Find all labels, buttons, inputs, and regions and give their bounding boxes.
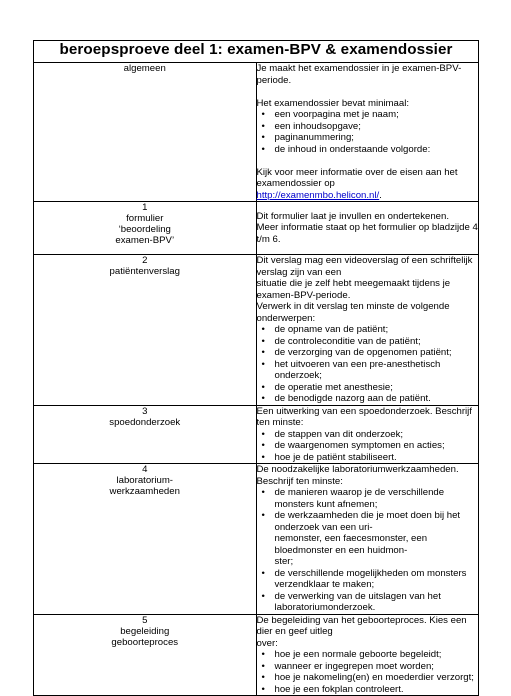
list-item: • hoe je de patiënt stabiliseert. <box>261 451 397 463</box>
list-item: • de controleconditie van de patiënt; <box>261 335 421 347</box>
content-text: De begeleiding van het geboorteproces. Kies een dier en geef uitleg <box>256 614 467 637</box>
list-item: • een voorpagina met je naam; <box>261 109 399 120</box>
row-content <box>256 405 479 464</box>
list-item: • de operatie met anesthesie; <box>261 381 393 393</box>
row-label: 5 begeleiding geboorteproces <box>34 614 257 696</box>
content-text: Dit verslag mag een videoverslag of een schriftelijk verslag zijn van een <box>256 255 473 278</box>
content-text: Kijk voor meer informatie over de eisen aan het examendossier op <box>256 166 458 189</box>
row-label: 2 patiëntenverslag <box>34 255 257 406</box>
content-text: Verwerk in dit verslag ten minste de volgende onderwerpen: <box>256 301 450 324</box>
list-item: • de waargenomen symptomen en acties; <box>261 440 445 451</box>
list-item: • de opname van de patiënt; <box>261 324 389 335</box>
exam-table <box>33 40 479 696</box>
bullet-icon: • <box>261 358 265 370</box>
bullet-icon: • <box>261 393 265 404</box>
content-link-line: http://examenmbo.helicon.nl/. <box>256 189 382 201</box>
table-row <box>34 614 479 696</box>
bullet-list <box>257 109 479 155</box>
content-text: over: <box>256 637 278 649</box>
table-row <box>34 405 479 464</box>
bullet-list <box>257 324 479 405</box>
row-label-line: algemeen <box>123 63 166 74</box>
list-item: • de verwerking van de uitslagen van het laboratoriumonderzoek. <box>261 590 441 613</box>
list-item: • paginanummering; <box>261 132 354 143</box>
table-row <box>34 202 479 255</box>
row-content <box>256 464 479 615</box>
bullet-list <box>257 649 479 695</box>
table-row <box>34 464 479 615</box>
examen-link[interactable]: http://examenmbo.helicon.nl/ <box>256 189 380 201</box>
bullet-icon: • <box>261 324 265 335</box>
row-label: 4 laboratorium- werkzaamheden <box>34 464 257 615</box>
content-text: situatie die je zelf hebt meegemaakt tijdens je examen-BPV-periode. <box>256 278 451 301</box>
list-item: • de verschillende mogelijkheden om monsters verzendklaar te maken; <box>261 567 467 590</box>
row-content <box>256 202 479 255</box>
list-item: • de werkzaamheden die je moet doen bij het onderzoek van een uri- nemonster, een faecesmonster, een bloedmonster en een huidmon- ster; <box>261 510 461 567</box>
bullet-icon: • <box>261 510 265 521</box>
list-item: • hoe je nakomeling(en) en moederdier verzorgt; <box>261 672 474 683</box>
list-item: • een inhoudsopgave; <box>261 120 361 132</box>
row-label <box>34 63 257 202</box>
bullet-icon: • <box>261 335 265 347</box>
list-item: • het uitvoeren van een pre-anesthetisch onderzoek; <box>261 358 441 381</box>
row-content <box>256 614 479 696</box>
list-item: • de manieren waarop je de verschillende monsters kunt afnemen; <box>261 487 445 510</box>
content-text: Het examendossier bevat minimaal: <box>256 97 410 109</box>
row-content <box>256 63 479 202</box>
bullet-icon: • <box>261 132 265 143</box>
row-label: 3 spoedonderzoek <box>34 405 257 464</box>
table-row <box>34 63 479 202</box>
bullet-icon: • <box>261 440 265 451</box>
content-text: Dit formulier laat je invullen en ondertekenen. <box>256 210 450 222</box>
table-title: beroepsproeve deel 1: examen-BPV & examendossier <box>34 41 479 63</box>
bullet-icon: • <box>261 428 265 440</box>
bullet-icon: • <box>261 672 265 683</box>
list-item: • de inhoud in onderstaande volgorde: <box>261 143 431 155</box>
bullet-icon: • <box>261 590 265 602</box>
bullet-icon: • <box>261 649 265 660</box>
row-content <box>256 255 479 406</box>
content-text: Een uitwerking van een spoedonderzoek. Beschrijf ten minste: <box>256 405 472 428</box>
list-item: • de stappen van dit onderzoek; <box>261 428 404 440</box>
bullet-icon: • <box>261 109 265 120</box>
bullet-icon: • <box>261 347 265 358</box>
list-item: • hoe je een fokplan controleert. <box>261 683 404 695</box>
bullet-icon: • <box>261 683 265 695</box>
row-label: 1 formulier ‘beoordeling examen-BPV’ <box>34 202 257 255</box>
bullet-icon: • <box>261 451 265 463</box>
bullet-icon: • <box>261 567 265 579</box>
list-item: • de verzorging van de opgenomen patiënt; <box>261 347 452 358</box>
list-item: • de benodigde nazorg aan de patiënt. <box>261 393 431 404</box>
bullet-icon: • <box>261 660 265 672</box>
list-item: • wanneer er ingegrepen moet worden; <box>261 660 434 672</box>
list-item: • hoe je een normale geboorte begeleidt; <box>261 649 442 660</box>
bullet-icon: • <box>261 143 265 155</box>
bullet-list <box>257 487 479 614</box>
bullet-icon: • <box>261 120 265 132</box>
table-row <box>34 255 479 406</box>
bullet-icon: • <box>261 487 265 498</box>
bullet-list <box>257 429 479 464</box>
content-text: Meer informatie staat op het formulier op bladzijde 4 t/m 6. <box>256 222 478 245</box>
content-text: Je maakt het examendossier in je examen-BPV-periode. <box>256 63 462 86</box>
content-text: De noodzakelijke laboratoriumwerkzaamheden. Beschrijf ten minste: <box>256 464 459 487</box>
bullet-icon: • <box>261 381 265 393</box>
